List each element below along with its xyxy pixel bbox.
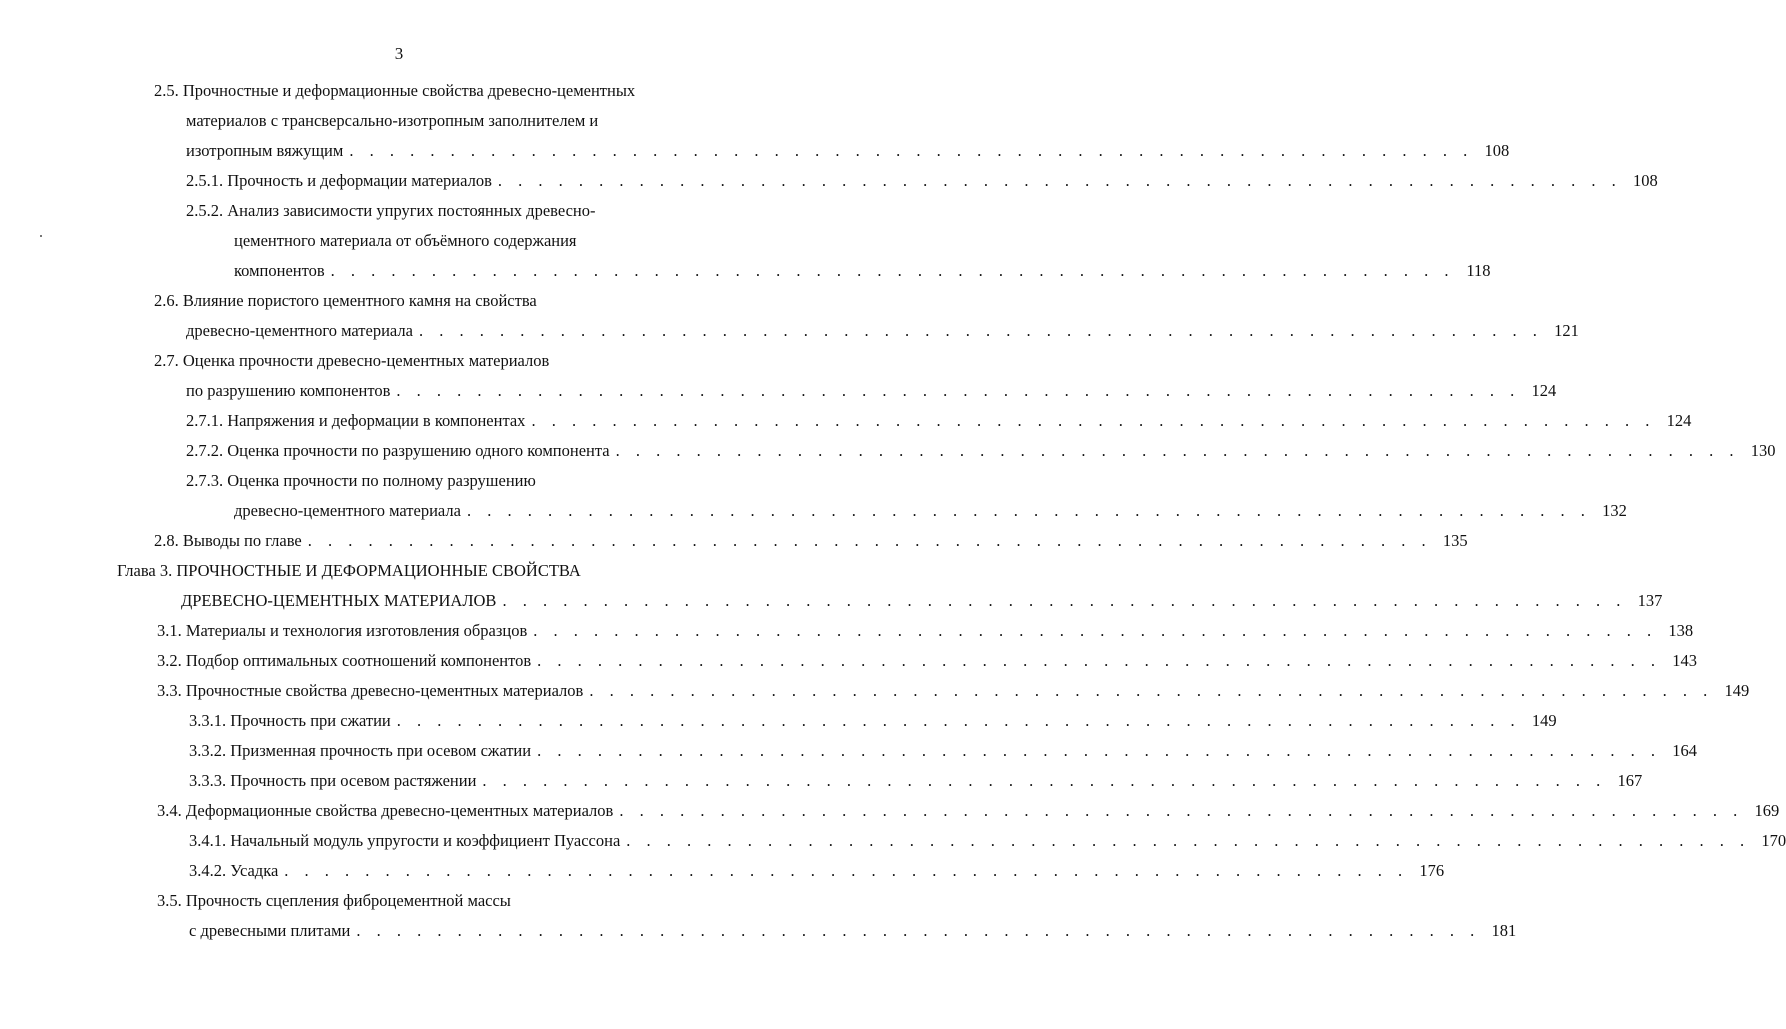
toc-text: ДРЕВЕСНО-ЦЕМЕНТНЫХ МАТЕРИАЛОВ [181, 591, 497, 610]
toc-line-2-7-cont[interactable] [186, 380, 1557, 402]
toc-leader-dots: . . . . . . . . . . . . . . . . . . . . . . . . . . . . . . . . . . . . . . . . . . . . . . . . . . . . . . . . [531, 411, 1656, 430]
toc-text: 3.4.1. Начальный модуль упругости и коэффициент Пуассона [189, 831, 621, 850]
toc-leader-dots: . . . . . . . . . . . . . . . . . . . . . . . . . . . . . . . . . . . . . . . . . . . . . . . . . . . . . . . . [619, 801, 1744, 820]
toc-leader-dots: . . . . . . . . . . . . . . . . . . . . . . . . . . . . . . . . . . . . . . . . . . . . . . . . . . . . . . . . [466, 501, 1591, 520]
toc-text: 2.5.2. Анализ зависимости упругих постоянных древесно- [186, 201, 596, 220]
toc-leader-dots: . . . . . . . . . . . . . . . . . . . . . . . . . . . . . . . . . . . . . . . . . . . . . . . . . . . . . . . . [533, 621, 1658, 640]
toc-leader-dots: . . . . . . . . . . . . . . . . . . . . . . . . . . . . . . . . . . . . . . . . . . . . . . . . . . . . . . . . [626, 831, 1751, 850]
toc-line-3-4-1[interactable] [189, 830, 1786, 852]
toc-page-number: 137 [1637, 591, 1663, 610]
toc-page-number: 108 [1633, 171, 1658, 190]
toc-text: древесно-цементного материала [186, 321, 413, 340]
toc-text: цементного материала от объёмного содержания [234, 231, 577, 250]
toc-page-number: 143 [1672, 651, 1698, 670]
toc-line-2-5-cont1[interactable] [186, 110, 598, 132]
toc-line-3-3[interactable] [157, 680, 1750, 702]
toc-text: 3.4. Деформационные свойства древесно-цементных материалов [157, 801, 614, 820]
toc-line-2-6-cont[interactable] [186, 320, 1579, 342]
toc-leader-dots: . . . . . . . . . . . . . . . . . . . . . . . . . . . . . . . . . . . . . . . . . . . . . . . . . . . . . . . . [396, 381, 1521, 400]
toc-line-3-5[interactable] [157, 890, 511, 912]
toc-page-number: 167 [1617, 771, 1643, 790]
toc-page-number: 124 [1666, 411, 1692, 430]
toc-text: 2.7.3. Оценка прочности по полному разрушению [186, 471, 536, 490]
toc-page-number: 108 [1484, 141, 1510, 160]
toc-line-3-1[interactable] [157, 620, 1694, 642]
toc-leader-dots: . . . . . . . . . . . . . . . . . . . . . . . . . . . . . . . . . . . . . . . . . . . . . . . . . . . . . . . . [330, 261, 1455, 280]
toc-page-number: 149 [1531, 711, 1557, 730]
toc-text: 3.3.3. Прочность при осевом растяжении [189, 771, 477, 790]
toc-page-number: 170 [1761, 831, 1786, 850]
toc-line-2-7[interactable] [154, 350, 549, 372]
toc-leader-dots: . . . . . . . . . . . . . . . . . . . . . . . . . . . . . . . . . . . . . . . . . . . . . . . . . . . . . . . . [418, 321, 1543, 340]
toc-text: компонентов [234, 261, 325, 280]
toc-text: 3.3.2. Призменная прочность при осевом сжатии [189, 741, 532, 760]
toc-line-3-3-3[interactable] [189, 770, 1643, 792]
toc-line-3-5-cont[interactable] [189, 920, 1517, 942]
toc-leader-dots: . . . . . . . . . . . . . . . . . . . . . . . . . . . . . . . . . . . . . . . . . . . . . . . . . . . . . . . . [497, 171, 1622, 190]
toc-leader-dots: . . . . . . . . . . . . . . . . . . . . . . . . . . . . . . . . . . . . . . . . . . . . . . . . . . . . . . . . [589, 681, 1714, 700]
toc-page-number: 164 [1672, 741, 1697, 760]
toc-text: Глава 3. ПРОЧНОСТНЫЕ И ДЕФОРМАЦИОННЫЕ СВОЙСТВА [117, 561, 581, 580]
toc-line-2-7-1[interactable] [186, 410, 1692, 432]
toc-text: 3.3. Прочностные свойства древесно-цементных материалов [157, 681, 584, 700]
toc-line-2-7-3-cont[interactable] [234, 500, 1627, 522]
toc-line-2-6[interactable] [154, 290, 537, 312]
toc-text: 2.8. Выводы по главе [154, 531, 302, 550]
toc-line-3-3-2[interactable] [189, 740, 1697, 762]
toc-text: 3.5. Прочность сцепления фиброцементной массы [157, 891, 511, 910]
toc-text: 2.7.1. Напряжения и деформации в компонентах [186, 411, 526, 430]
toc-page-number: 149 [1724, 681, 1750, 700]
toc-text: 2.7. Оценка прочности древесно-цементных материалов [154, 351, 550, 370]
toc-text: древесно-цементного материала [234, 501, 461, 520]
toc-leader-dots: . . . . . . . . . . . . . . . . . . . . . . . . . . . . . . . . . . . . . . . . . . . . . . . . . . . . . . . . [349, 141, 1474, 160]
toc-line-3-4[interactable] [157, 800, 1780, 822]
toc-text: 3.1. Материалы и технология изготовления образцов [157, 621, 528, 640]
toc-leader-dots: . . . . . . . . . . . . . . . . . . . . . . . . . . . . . . . . . . . . . . . . . . . . . . . . . . . . . . . . [307, 531, 1432, 550]
toc-page-number: 130 [1750, 441, 1776, 460]
toc-line-2-5-2[interactable] [186, 200, 595, 222]
toc-leader-dots: . . . . . . . . . . . . . . . . . . . . . . . . . . . . . . . . . . . . . . . . . . . . . . . . . . . . . . . . [284, 861, 1409, 880]
toc-leader-dots: . . . . . . . . . . . . . . . . . . . . . . . . . . . . . . . . . . . . . . . . . . . . . . . . . . . . . . . . [615, 441, 1740, 460]
toc-line-2-8[interactable] [154, 530, 1468, 552]
toc-line-2-7-2[interactable] [186, 440, 1776, 462]
toc-leader-dots: . . . . . . . . . . . . . . . . . . . . . . . . . . . . . . . . . . . . . . . . . . . . . . . . . . . . . . . . [356, 921, 1481, 940]
toc-text: 3.2. Подбор оптимальных соотношений компонентов [157, 651, 532, 670]
toc-line-2-5-2-cont2[interactable] [234, 260, 1491, 282]
toc-text: изотропным вяжущим [186, 141, 344, 160]
toc-page-number: 132 [1602, 501, 1627, 520]
toc-line-chapter-3[interactable] [117, 560, 581, 582]
toc-text: материалов с трансверсально-изотропным заполнителем и [186, 111, 599, 130]
toc-line-3-2[interactable] [157, 650, 1698, 672]
toc-text: 3.4.2. Усадка [189, 861, 279, 880]
toc-page-number: 176 [1419, 861, 1445, 880]
toc-page-number: 181 [1491, 921, 1517, 940]
toc-page-number: 124 [1531, 381, 1557, 400]
toc-leader-dots: . . . . . . . . . . . . . . . . . . . . . . . . . . . . . . . . . . . . . . . . . . . . . . . . . . . . . . . . [396, 711, 1521, 730]
toc-leader-dots: . . . . . . . . . . . . . . . . . . . . . . . . . . . . . . . . . . . . . . . . . . . . . . . . . . . . . . . . [537, 741, 1661, 760]
toc-text: по разрушению компонентов [186, 381, 391, 400]
toc-line-2-5-2-cont1[interactable] [234, 230, 577, 252]
toc-text: 2.5. Прочностные и деформационные свойства древесно-цементных [154, 81, 636, 100]
toc-leader-dots: . . . . . . . . . . . . . . . . . . . . . . . . . . . . . . . . . . . . . . . . . . . . . . . . . . . . . . . . [502, 591, 1627, 610]
toc-line-2-5-1[interactable] [186, 170, 1658, 192]
toc-text: 2.7.2. Оценка прочности по разрушению одного компонента [186, 441, 610, 460]
toc-line-3-4-2[interactable] [189, 860, 1445, 882]
toc-line-2-5-cont2[interactable] [186, 140, 1510, 162]
page-number: 3 [394, 44, 404, 63]
toc-page-number: 118 [1466, 261, 1491, 280]
toc-line-chapter-3-cont[interactable] [181, 590, 1663, 612]
toc-page-number: 121 [1554, 321, 1579, 340]
toc-text: 3.3.1. Прочность при сжатии [189, 711, 391, 730]
toc-line-3-3-1[interactable] [189, 710, 1557, 732]
toc-text: с древесными плитами [189, 921, 351, 940]
toc-text: 2.6. Влияние пористого цементного камня на свойства [154, 291, 537, 310]
toc-leader-dots: . . . . . . . . . . . . . . . . . . . . . . . . . . . . . . . . . . . . . . . . . . . . . . . . . . . . . . . . [482, 771, 1607, 790]
toc-line-2-5[interactable] [154, 80, 635, 102]
toc-page-number: 138 [1668, 621, 1694, 640]
toc-text: 2.5.1. Прочность и деформации материалов [186, 171, 492, 190]
toc-page-number: 169 [1754, 801, 1780, 820]
toc-page-number: 135 [1442, 531, 1468, 550]
toc-line-2-7-3[interactable] [186, 470, 536, 492]
toc-leader-dots: . . . . . . . . . . . . . . . . . . . . . . . . . . . . . . . . . . . . . . . . . . . . . . . . . . . . . . . . [537, 651, 1662, 670]
